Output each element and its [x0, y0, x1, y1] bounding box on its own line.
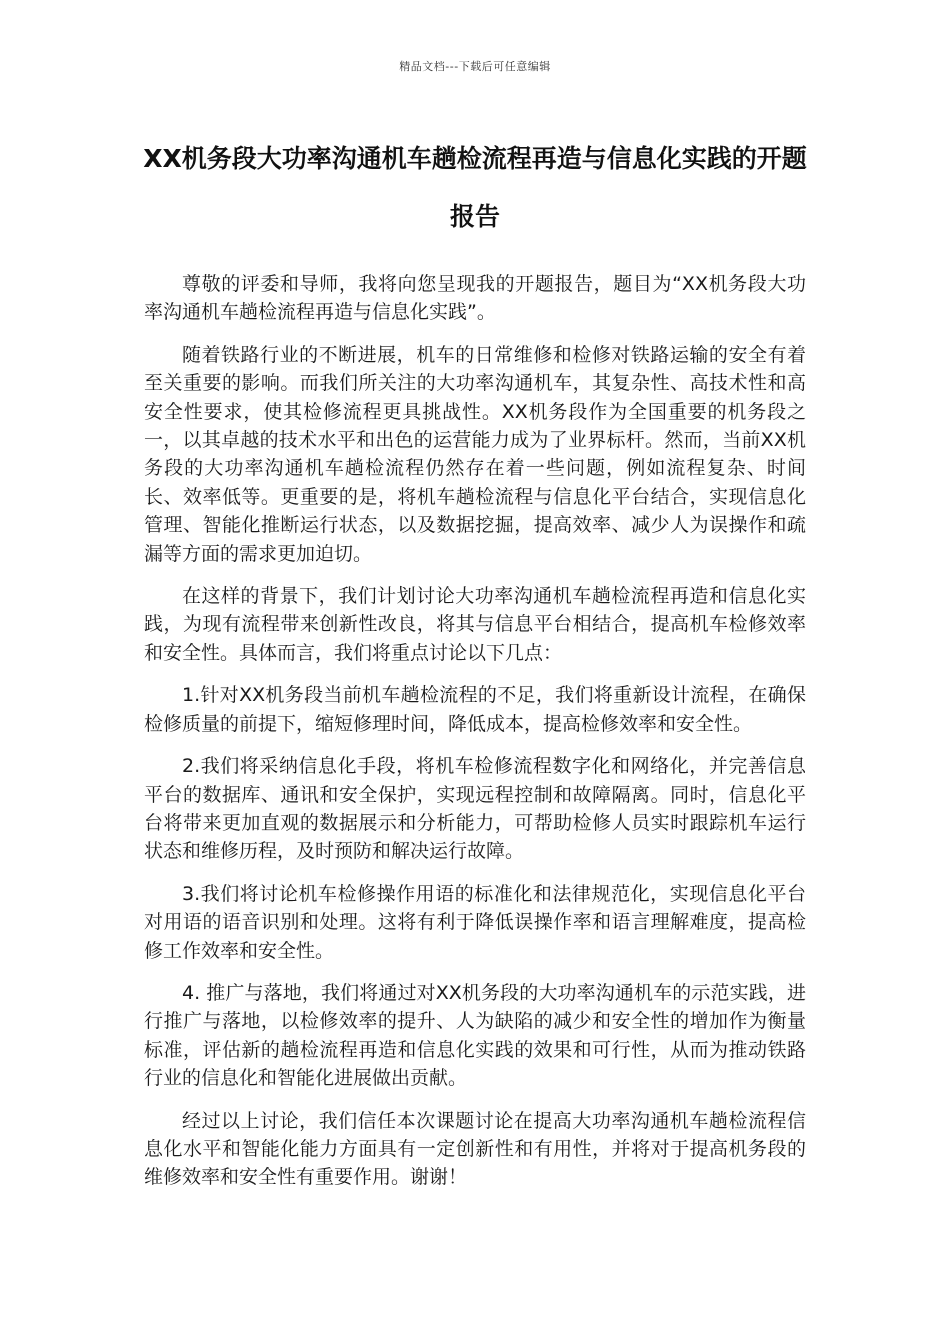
paragraph-background: 随着铁路行业的不断进展，机车的日常维修和检修对铁路运输的安全有着至关重要的影响。而我们所关注的大功率沟通机车，其复杂性、高技术性和高安全性要求，使其检修流程更具挑战性。XX机务段作为全国重要的机务段之一，以其卓越的技术水平和出色的运营能力成为了业界标杆。然而，当前XX机务段的大功率沟通机车趟检流程仍然存在着一些问题，例如流程复杂、时间长、效率低等。更重要的是，将机车趟检流程与信息化平台结合，实现信息化管理、智能化推断运行状态，以及数据挖掘，提高效率、减少人为误操作和疏漏等方面的需求更加迫切。: [144, 343, 806, 565]
paragraph-point-1: 1.针对XX机务段当前机车趟检流程的不足，我们将重新设计流程，在确保检修质量的前提下，缩短修理时间，降低成本，提高检修效率和安全性。: [144, 684, 806, 735]
paragraph-intro: 尊敬的评委和导师，我将向您呈现我的开题报告，题目为“XX机务段大功率沟通机车趟检流程再造与信息化实践”。: [144, 273, 806, 324]
document-body: [144, 270, 806, 1206]
paragraph-point-4: 4. 推广与落地，我们将通过对XX机务段的大功率沟通机车的示范实践，进行推广与落地，以检修效率的提升、人为缺陷的减少和安全性的增加作为衡量标准，评估新的趟检流程再造和信息化实践的效果和可行性，从而为推动铁路行业的信息化和智能化进展做出贡献。: [144, 981, 806, 1090]
paragraph-point-3: 3.我们将讨论机车检修操作用语的标准化和法律规范化，实现信息化平台对用语的语音识别和处理。这将有利于降低误操作率和语言理解难度，提高检修工作效率和安全性。: [144, 882, 806, 962]
header-note: 精品文档---下载后可任意编辑: [399, 60, 551, 73]
paragraph-point-2: 2.我们将采纳信息化手段，将机车检修流程数字化和网络化，并完善信息平台的数据库、通讯和安全保护，实现远程控制和故障隔离。同时，信息化平台将带来更加直观的数据展示和分析能力，可帮助检修人员实时跟踪机车运行状态和维修历程，及时预防和解决运行故障。: [144, 755, 806, 863]
paragraph-plan: 在这样的背景下，我们计划讨论大功率沟通机车趟检流程再造和信息化实践，为现有流程带来创新性改良，将其与信息平台相结合，提高机车检修效率和安全性。具体而言，我们将重点讨论以下几点：: [144, 585, 806, 664]
paragraph-conclusion: 经过以上讨论，我们信任本次课题讨论在提高大功率沟通机车趟检流程信息化水平和智能化能力方面具有一定创新性和有用性，并将对于提高机务段的维修效率和安全性有重要作用。谢谢！: [144, 1109, 806, 1189]
document-title: XX机务段大功率沟通机车趟检流程再造与信息化实践的开题报告: [143, 144, 807, 231]
